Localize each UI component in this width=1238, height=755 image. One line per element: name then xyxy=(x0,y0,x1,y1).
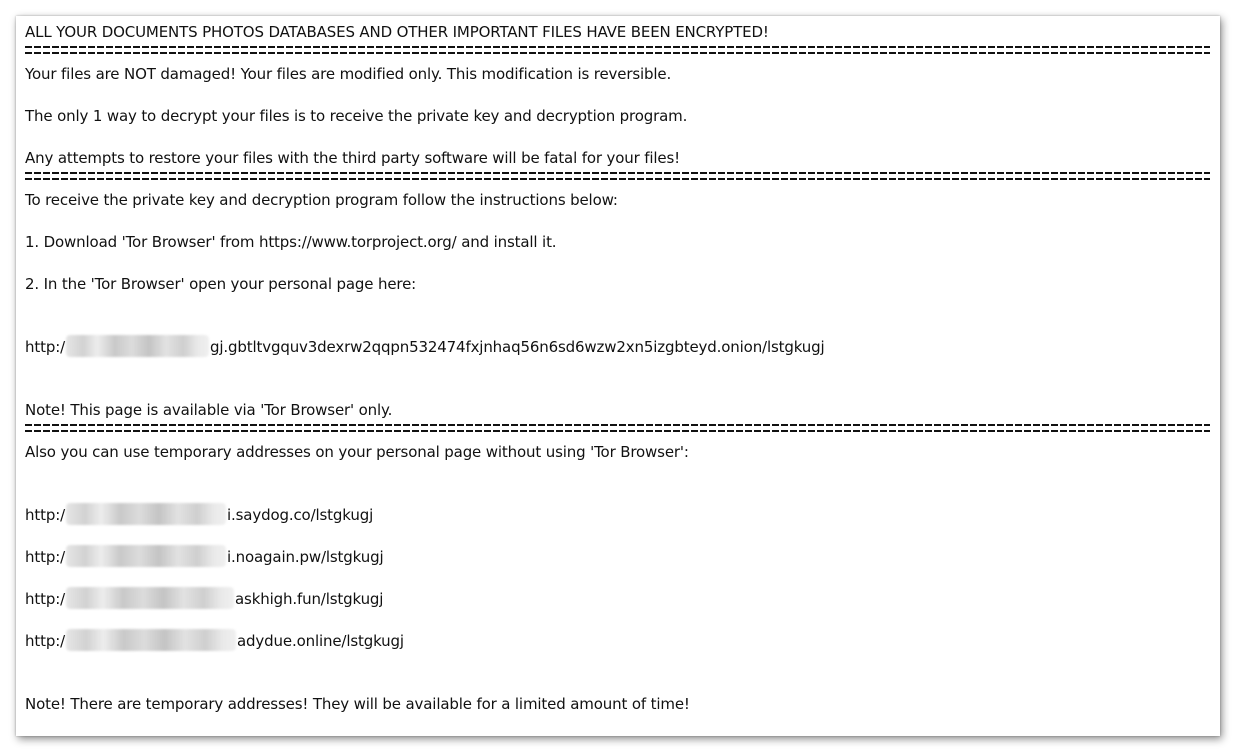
ransom-note-window xyxy=(16,16,1220,736)
redacted-blur xyxy=(66,335,209,357)
temporary-address xyxy=(25,505,373,525)
onion-address xyxy=(25,337,825,357)
separator-line xyxy=(25,172,1210,180)
instructions-intro-text: To receive the private key and decryption program follow the instructions below: xyxy=(25,191,618,209)
onion-address-prefix: http:/ xyxy=(25,338,65,356)
temporary-address-suffix: i.saydog.co/lstgkugj xyxy=(227,506,374,524)
temporary-address xyxy=(25,631,404,651)
warning-text: Any attempts to restore your files with the third party software will be fatal for your files! xyxy=(25,149,681,167)
step-1-text: 1. Download 'Tor Browser' from https://www.torproject.org/ and install it. xyxy=(25,233,557,251)
only-way-text: The only 1 way to decrypt your files is to receive the private key and decryption program. xyxy=(25,107,688,125)
temporary-address xyxy=(25,547,383,567)
temporary-addresses-intro: Also you can use temporary addresses on your personal page without using 'Tor Browser': xyxy=(25,443,689,461)
onion-address-suffix: gj.gbtltvgquv3dexrw2qqpn532474fxjnhaq56n6sd6wzw2xn5izgbteyd.onion/lstgkugj xyxy=(210,338,825,356)
temporary-address-suffix: adydue.online/lstgkugj xyxy=(237,632,404,650)
temporary-addresses-note: Note! There are temporary addresses! They will be available for a limited amount of time! xyxy=(25,695,690,713)
temporary-address-suffix: i.noagain.pw/lstgkugj xyxy=(227,548,384,566)
temporary-address-prefix: http:/ xyxy=(25,590,65,608)
redacted-blur xyxy=(66,587,234,609)
redacted-blur xyxy=(66,545,226,567)
temporary-address-prefix: http:/ xyxy=(25,548,65,566)
files-not-damaged-text: Your files are NOT damaged! Your files are modified only. This modification is reversible. xyxy=(25,65,672,83)
tor-only-note: Note! This page is available via 'Tor Browser' only. xyxy=(25,401,393,419)
temporary-address-prefix: http:/ xyxy=(25,632,65,650)
note-title: ALL YOUR DOCUMENTS PHOTOS DATABASES AND OTHER IMPORTANT FILES HAVE BEEN ENCRYPTED! xyxy=(25,23,769,41)
temporary-address-suffix: askhigh.fun/lstgkugj xyxy=(235,590,384,608)
separator-line xyxy=(25,46,1210,54)
redacted-blur xyxy=(66,629,236,651)
temporary-address xyxy=(25,589,383,609)
redacted-blur xyxy=(66,503,226,525)
separator-line xyxy=(25,424,1210,432)
step-2-text: 2. In the 'Tor Browser' open your personal page here: xyxy=(25,275,417,293)
temporary-address-prefix: http:/ xyxy=(25,506,65,524)
